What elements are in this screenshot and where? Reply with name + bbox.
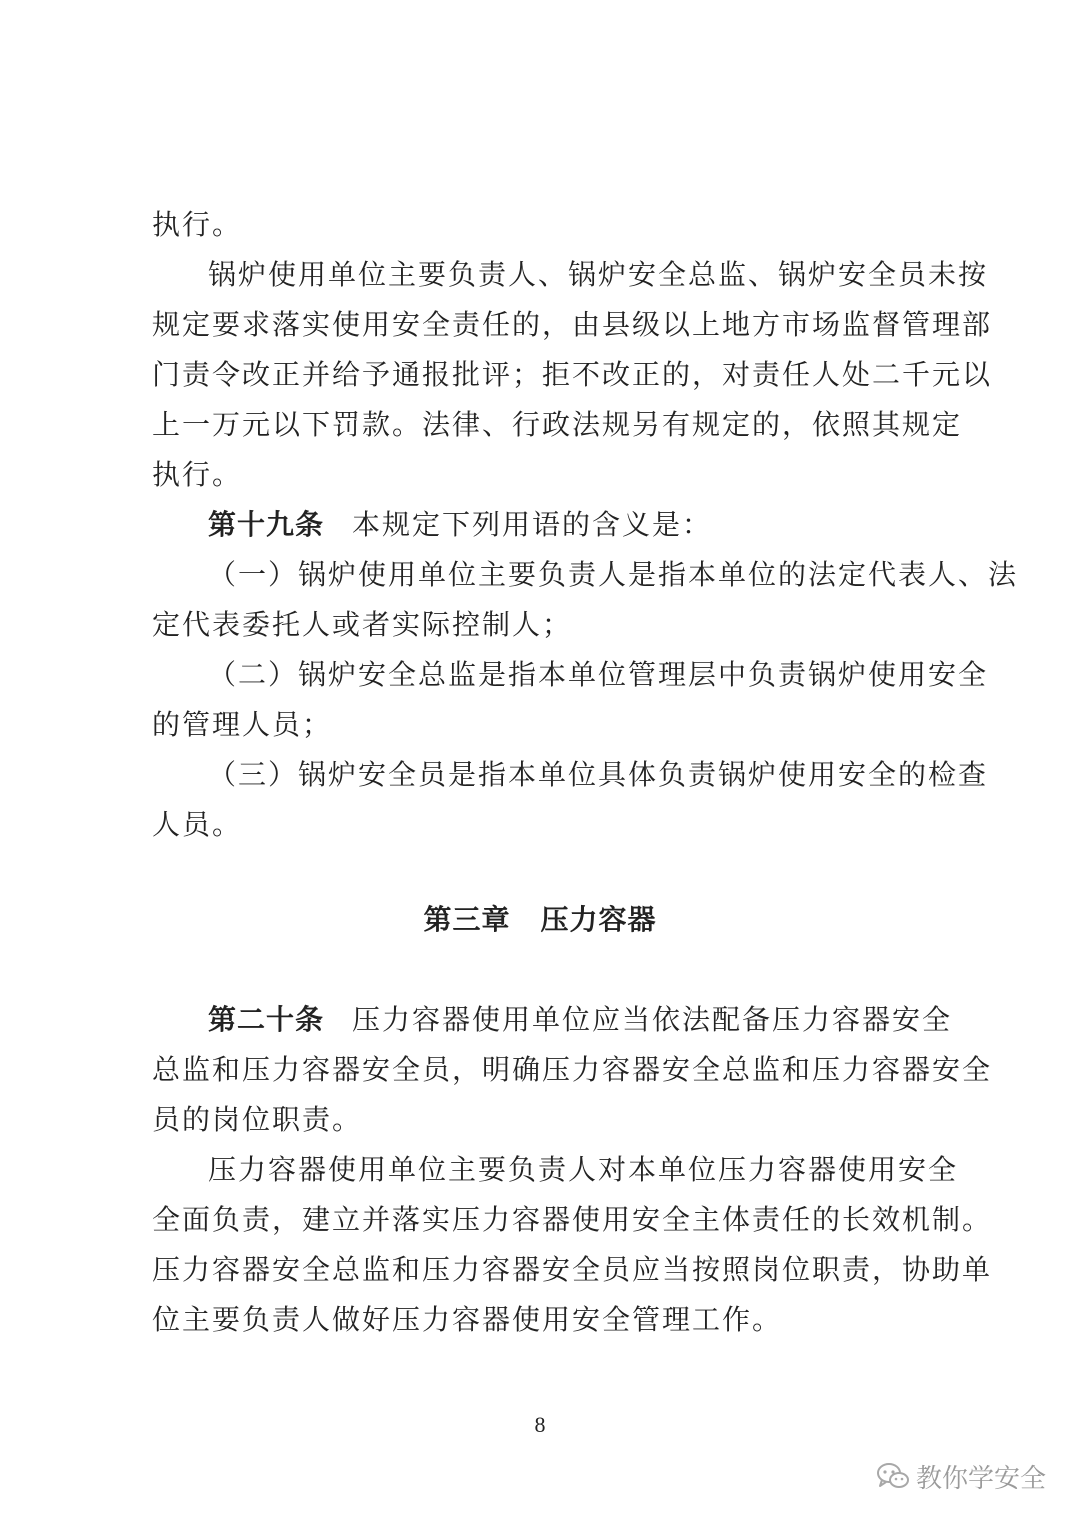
wechat-icon bbox=[876, 1461, 910, 1491]
text-line: （三）锅炉安全员是指本单位具体负责锅炉使用安全的检查 bbox=[208, 758, 989, 791]
chapter-heading bbox=[0, 900, 1080, 940]
chapter-number: 第三章 bbox=[423, 903, 511, 936]
text-line: 人员。 bbox=[152, 808, 243, 841]
text-line: 锅炉使用单位主要负责人、锅炉安全总监、锅炉安全员未按 bbox=[208, 258, 989, 291]
watermark bbox=[876, 1456, 1046, 1496]
article-heading: 第二十条 bbox=[208, 1003, 325, 1036]
article-line: 第十九条 本规定下列用语的含义是： bbox=[208, 508, 713, 541]
watermark-text: 教你学安全 bbox=[916, 1463, 1047, 1494]
text-line: 执行。 bbox=[152, 208, 243, 241]
text-line: 位主要负责人做好压力容器使用安全管理工作。 bbox=[152, 1303, 783, 1336]
text-line: 员的岗位职责。 bbox=[152, 1103, 363, 1136]
page-number: 8 bbox=[534, 1412, 546, 1437]
article-heading: 第十九条 bbox=[208, 508, 325, 541]
text-line: 总监和压力容器安全员，明确压力容器安全总监和压力容器安全 bbox=[152, 1053, 993, 1086]
article-line: 第二十条 压力容器使用单位应当依法配备压力容器安全 bbox=[208, 1003, 953, 1036]
text-line: 规定要求落实使用安全责任的，由县级以上地方市场监督管理部 bbox=[152, 308, 993, 341]
text-line: 定代表委托人或者实际控制人； bbox=[152, 608, 573, 641]
text-line: 的管理人员； bbox=[152, 708, 333, 741]
text-line: 门责令改正并给予通报批评；拒不改正的，对责任人处二千元以 bbox=[152, 358, 993, 391]
text-line: 上一万元以下罚款。法律、行政法规另有规定的，依照其规定 bbox=[152, 408, 963, 441]
text-line: 压力容器使用单位主要负责人对本单位压力容器使用安全 bbox=[208, 1153, 959, 1186]
text-line: （一）锅炉使用单位主要负责人是指本单位的法定代表人、法 bbox=[208, 558, 1019, 591]
text-line: 执行。 bbox=[152, 458, 243, 491]
chapter-title: 压力容器 bbox=[540, 903, 657, 936]
text-line: （二）锅炉安全总监是指本单位管理层中负责锅炉使用安全 bbox=[208, 658, 989, 691]
text-line: 全面负责，建立并落实压力容器使用安全主体责任的长效机制。 bbox=[152, 1203, 993, 1236]
text-line: 压力容器安全总监和压力容器安全员应当按照岗位职责，协助单 bbox=[152, 1253, 993, 1286]
